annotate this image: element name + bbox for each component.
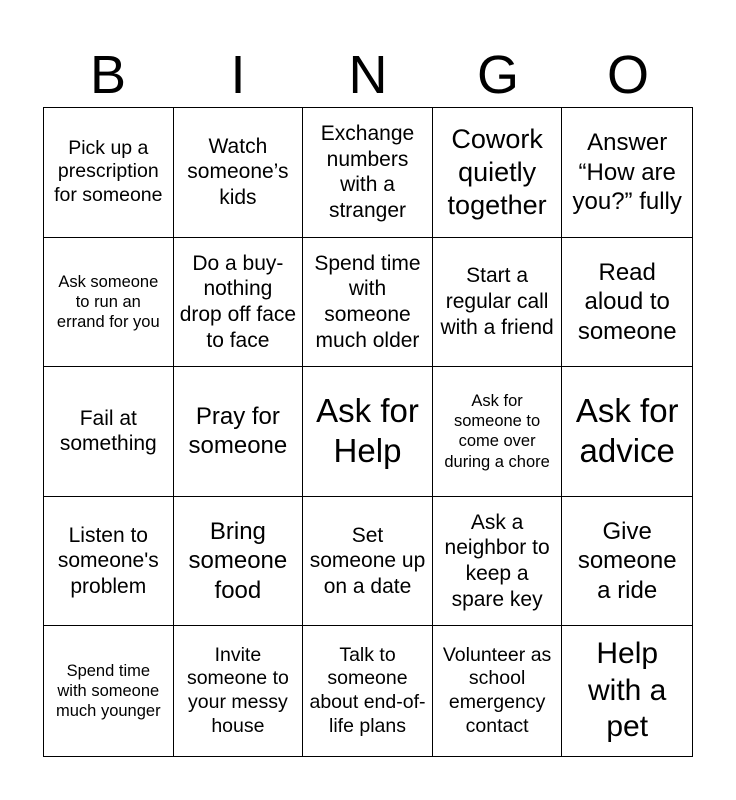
cell-text: Talk to someone about end-of-life plans <box>309 643 426 737</box>
bingo-cell-r4c4[interactable] <box>433 497 563 627</box>
cell-text: Ask someone to run an errand for you <box>56 272 160 331</box>
cell-text: Give someone a ride <box>577 518 677 604</box>
cell-text: Spend time with someone much older <box>314 251 421 352</box>
header-letter-o: O <box>606 45 649 105</box>
bingo-cell-r4c3[interactable] <box>303 497 433 627</box>
bingo-cell-r5c2[interactable] <box>174 626 304 756</box>
cell-text: Listen to someone's problem <box>57 523 159 598</box>
cell-text: Bring someone food <box>188 518 288 604</box>
bingo-cell-r5c5[interactable] <box>562 626 692 756</box>
bingo-cell-r1c4[interactable] <box>433 108 563 238</box>
bingo-cell-r2c4[interactable] <box>433 238 563 368</box>
bingo-cell-r2c2[interactable] <box>174 238 304 368</box>
bingo-cell-r3c3[interactable] <box>303 367 433 497</box>
bingo-cell-r5c3[interactable] <box>303 626 433 756</box>
cell-text: Volunteer as school emergency contact <box>442 643 552 737</box>
bingo-cell-r2c5[interactable] <box>562 238 692 368</box>
bingo-cell-r4c5[interactable] <box>562 497 692 627</box>
bingo-cell-r1c3[interactable] <box>303 108 433 238</box>
cell-text: Invite someone to your messy house <box>186 643 289 737</box>
bingo-board <box>43 107 693 757</box>
bingo-cell-r4c2[interactable] <box>174 497 304 627</box>
cell-text: Cowork quietly together <box>447 123 547 220</box>
cell-text: Read aloud to someone <box>577 258 677 345</box>
cell-text: Answer “How are you?” fully <box>572 129 682 215</box>
header-letter-i: I <box>230 45 246 105</box>
cell-text: Exchange numbers with a stranger <box>320 122 415 222</box>
header-letter-b: B <box>89 45 127 105</box>
cell-text: Pray for someone <box>188 403 288 460</box>
cell-text: Watch someone’s kids <box>187 134 289 210</box>
bingo-cell-r5c4[interactable] <box>433 626 563 756</box>
cell-text: Ask for someone to come over during a chore <box>444 392 550 471</box>
cell-text: Do a buy-nothing drop off face to face <box>179 251 297 352</box>
bingo-cell-r3c1[interactable] <box>44 367 174 497</box>
cell-text: Spend time with someone much younger <box>56 662 161 721</box>
bingo-cell-r4c1[interactable] <box>44 497 174 627</box>
bingo-cell-r2c3[interactable] <box>303 238 433 368</box>
bingo-cell-r1c5[interactable] <box>562 108 692 238</box>
bingo-header <box>43 42 693 108</box>
bingo-cell-r1c1[interactable] <box>44 108 174 238</box>
cell-text: Pick up a prescription for someone <box>54 136 163 207</box>
cell-text: Set someone up on a date <box>309 523 426 598</box>
cell-text: Ask a neighbor to keep a spare key <box>444 510 550 611</box>
header-letter-g: G <box>476 45 519 105</box>
bingo-cell-r5c1[interactable] <box>44 626 174 756</box>
bingo-cell-r3c5[interactable] <box>562 367 692 497</box>
bingo-cell-r1c2[interactable] <box>174 108 304 238</box>
cell-text: Start a regular call with a friend <box>440 264 554 339</box>
cell-text: Fail at something <box>59 406 157 456</box>
bingo-cell-r3c2[interactable] <box>174 367 304 497</box>
cell-text: Ask for Help <box>316 391 419 470</box>
bingo-cell-r2c1[interactable] <box>44 238 174 368</box>
bingo-cell-r3c4[interactable] <box>433 367 563 497</box>
cell-text: Ask for advice <box>575 391 679 470</box>
cell-text: Help with a pet <box>588 637 667 744</box>
header-letter-n: N <box>348 45 388 105</box>
